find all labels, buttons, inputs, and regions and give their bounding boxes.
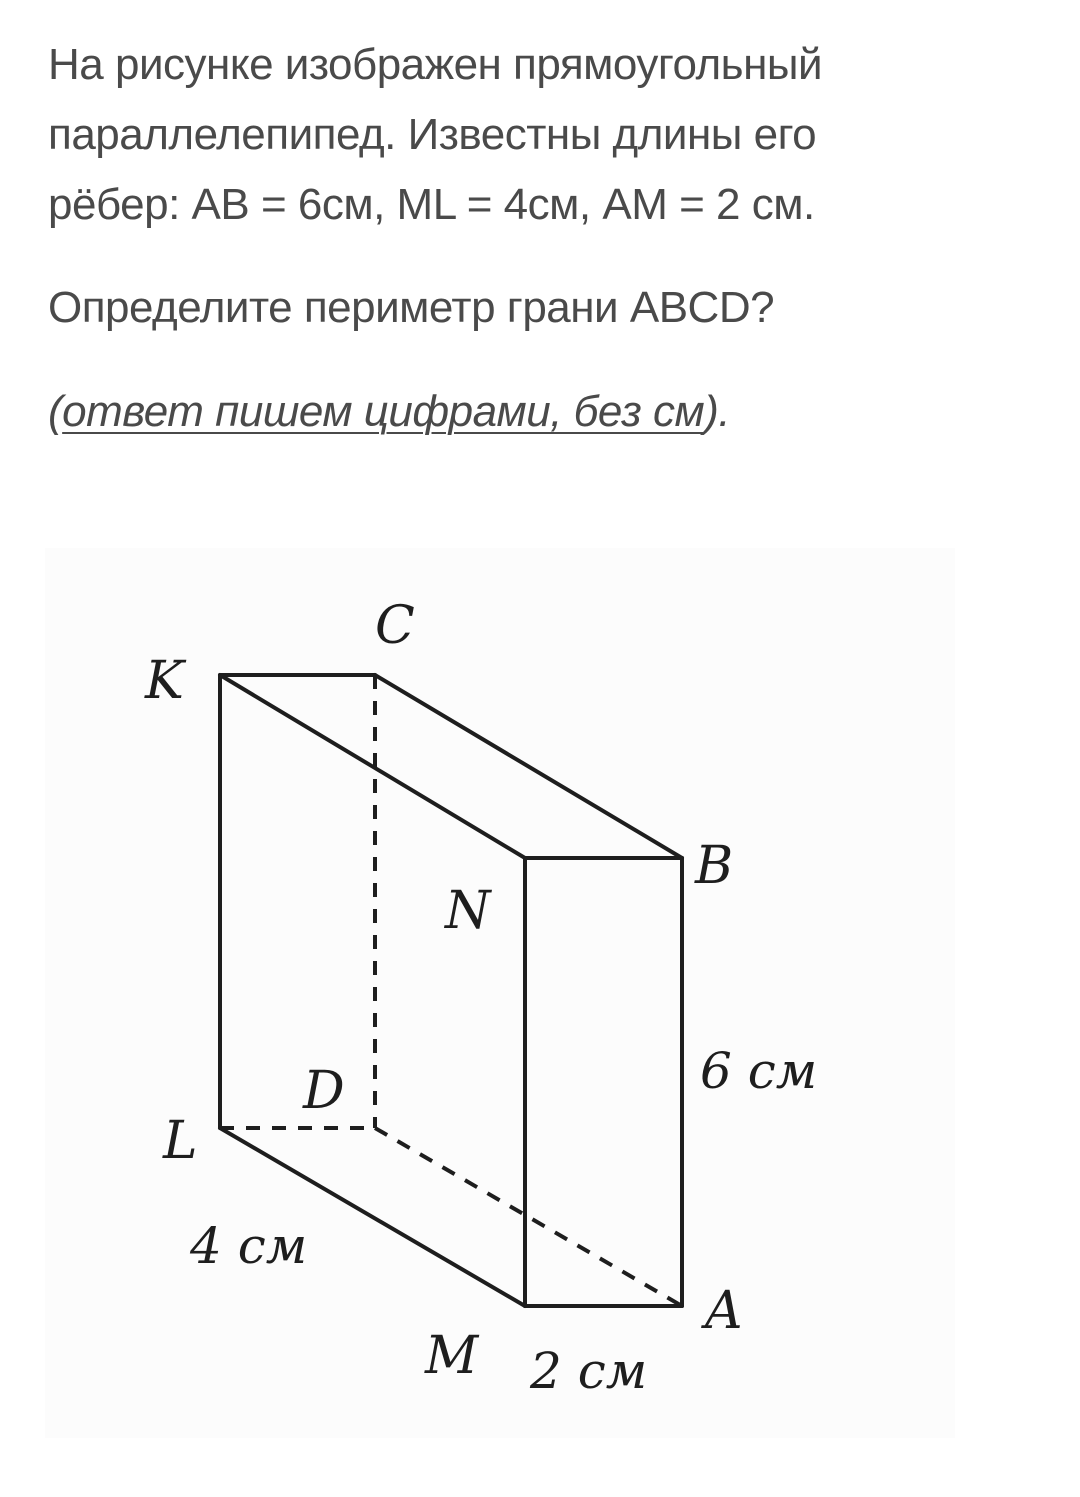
hint-text: ответ пишем цифрами, без см [62,387,705,436]
edge-label-AM: 2 см [530,1342,648,1400]
hidden-edge-DA [375,1128,682,1306]
edge-CB [375,675,682,858]
parallelepiped-drawing [45,548,955,1438]
vertex-label-C: C [375,596,415,656]
vertex-label-K: K [145,651,184,711]
vertex-label-A: A [705,1281,743,1341]
parallelepiped-figure [45,548,955,1438]
question-text: Определите периметр грани ABCD? [48,283,775,332]
hint-close: ). [704,387,731,436]
vertex-label-D: D [303,1061,345,1121]
problem-statement [48,30,1048,240]
edge-label-ML: 4 см [190,1217,308,1275]
vertex-label-N: N [445,881,491,941]
answer-hint [48,382,730,442]
problem-line-2: параллелепипед. Известны длины его [48,110,817,159]
vertex-label-M: M [425,1326,479,1386]
problem-line-3: рёбер: AB = 6см, ML = 4см, AM = 2 см. [48,180,815,229]
edge-KN [220,675,525,858]
problem-line-1: На рисунке изображен прямоугольный [48,40,823,89]
vertex-label-B: B [695,836,734,896]
vertex-label-L: L [163,1111,198,1171]
edge-label-AB: 6 см [700,1042,818,1100]
hint-open-paren: ( [48,387,63,436]
